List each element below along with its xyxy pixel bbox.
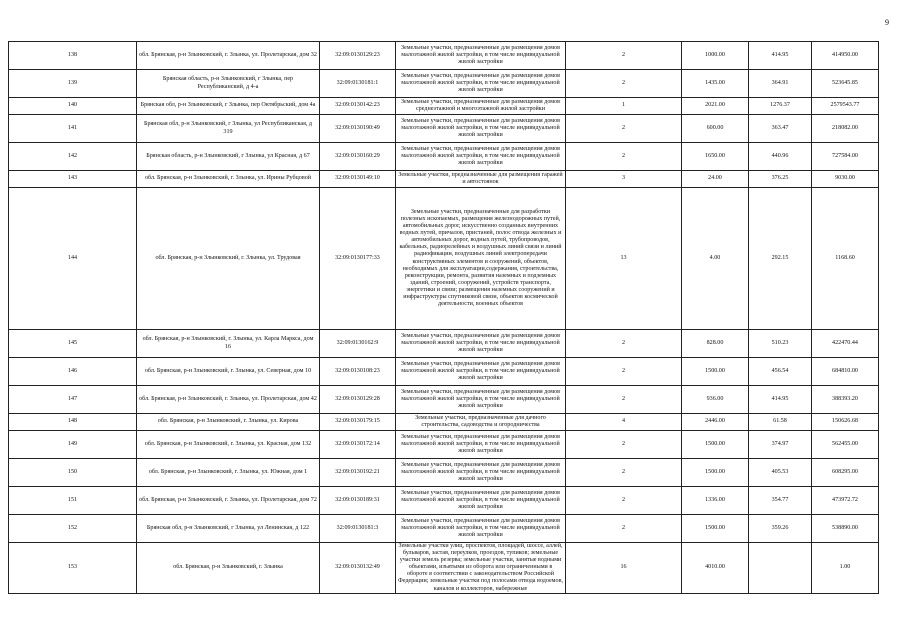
cadastral-value-cell: 150626.68 — [812, 414, 879, 431]
address-cell: обл. Брянская, р-н Злынковский, г. Злынка, ул. Ирины Рубцовой — [137, 171, 320, 188]
group-cell: 2 — [566, 358, 682, 386]
table-row — [9, 143, 879, 171]
row-number: 152 — [9, 515, 137, 543]
address-cell: Брянская обл, р-н Злынковский, г Злынка, ул Ленинская, д 122 — [137, 515, 320, 543]
row-number: 141 — [9, 115, 137, 143]
specific-value-cell: 354.77 — [749, 487, 812, 515]
area-cell: 1435.00 — [682, 70, 749, 98]
table-row — [9, 543, 879, 594]
area-cell: 1500.00 — [682, 358, 749, 386]
cadastral-number-cell: 32:09:0130190:49 — [320, 115, 396, 143]
cadastral-value-cell: 473972.72 — [812, 487, 879, 515]
cadastral-number-cell: 32:09:0130129:28 — [320, 386, 396, 414]
address-cell: обл. Брянская, р-н Злынковский, г. Злынка, ул. Пролетарская, дом 72 — [137, 487, 320, 515]
area-cell: 828.00 — [682, 330, 749, 358]
table-row — [9, 386, 879, 414]
area-cell: 4.00 — [682, 188, 749, 330]
land-use-cell: Земельные участки, предназначенные для размещения домов малоэтажной жилой застройки, в том числе индивидуальной жилой застройки — [396, 487, 566, 515]
group-cell: 2 — [566, 515, 682, 543]
land-use-cell: Земельные участки, предназначенные для размещения домов малоэтажной жилой застройки, в том числе индивидуальной жилой застройки — [396, 330, 566, 358]
specific-value-cell: 363.47 — [749, 115, 812, 143]
specific-value-cell: 414.95 — [749, 386, 812, 414]
table-row — [9, 42, 879, 70]
group-cell: 2 — [566, 386, 682, 414]
group-cell: 2 — [566, 487, 682, 515]
row-number: 145 — [9, 330, 137, 358]
group-cell: 4 — [566, 414, 682, 431]
specific-value-cell: 359.26 — [749, 515, 812, 543]
specific-value-cell: 376.25 — [749, 171, 812, 188]
cadastral-number-cell: 32:09:0130179:15 — [320, 414, 396, 431]
cadastral-value-cell: 9030.00 — [812, 171, 879, 188]
land-use-cell: Земельные участки, предназначенные для размещения домов малоэтажной жилой застройки, в том числе индивидуальной жилой застройки — [396, 42, 566, 70]
group-cell: 16 — [566, 543, 682, 594]
specific-value-cell: 440.96 — [749, 143, 812, 171]
cadastral-number-cell: 32:09:0130162:9 — [320, 330, 396, 358]
cadastral-number-cell: 32:09:0130108:23 — [320, 358, 396, 386]
address-cell: обл. Брянская, р-н Злынковский, г. Злынка, ул. Пролетарская, дом 42 — [137, 386, 320, 414]
area-cell: 2446.00 — [682, 414, 749, 431]
group-cell: 1 — [566, 98, 682, 115]
table-row — [9, 330, 879, 358]
table-row — [9, 414, 879, 431]
cadastral-value-cell: 608295.00 — [812, 459, 879, 487]
address-cell: Брянская обл, р-н Злынковский, г Злынка, ул Республиканская, д 319 — [137, 115, 320, 143]
land-use-cell: Земельные участки, предназначенные для размещения домов малоэтажной жилой застройки, в том числе индивидуальной жилой застройки — [396, 70, 566, 98]
address-cell: обл. Брянская, р-н Злынковский, г. Злынка, ул. Красная, дом 132 — [137, 431, 320, 459]
cadastral-number-cell: 32:09:0130160:29 — [320, 143, 396, 171]
row-number: 139 — [9, 70, 137, 98]
land-registry-table — [8, 41, 879, 594]
table-row — [9, 515, 879, 543]
row-number: 143 — [9, 171, 137, 188]
specific-value-cell — [749, 543, 812, 594]
area-cell: 1650.00 — [682, 143, 749, 171]
address-cell: обл. Брянская, р-н Злынковский, г. Злынка, ул. Кирова — [137, 414, 320, 431]
land-use-cell: Земельные участки, предназначенные для размещения гаражей и автостоянок — [396, 171, 566, 188]
table-row — [9, 98, 879, 115]
cadastral-value-cell: 727584.00 — [812, 143, 879, 171]
cadastral-value-cell: 684810.00 — [812, 358, 879, 386]
area-cell: 4010.00 — [682, 543, 749, 594]
address-cell: обл. Брянская, р-н Злынковский, г. Злынка, ул. Карла Маркса, дом 16 — [137, 330, 320, 358]
table-row — [9, 459, 879, 487]
cadastral-value-cell: 1.00 — [812, 543, 879, 594]
address-cell: обл. Брянская, р-н Злынковский, г. Злынка, ул. Пролетарская, дом 32 — [137, 42, 320, 70]
row-number: 140 — [9, 98, 137, 115]
group-cell: 2 — [566, 115, 682, 143]
area-cell: 1336.00 — [682, 487, 749, 515]
land-use-cell: Земельные участки, предназначенные для размещения домов малоэтажной жилой застройки, в том числе индивидуальной жилой застройки — [396, 115, 566, 143]
cadastral-number-cell: 32:09:0130149:10 — [320, 171, 396, 188]
group-cell: 2 — [566, 431, 682, 459]
land-use-cell: Земельные участки, предназначенные для размещения домов малоэтажной жилой застройки, в том числе индивидуальной жилой застройки — [396, 515, 566, 543]
address-cell: Брянская область, р-н Злынковский, г Злынка, ул Красная, д 67 — [137, 143, 320, 171]
cadastral-number-cell: 32:09:0130189:31 — [320, 487, 396, 515]
address-cell: Брянская область, р-н Злынковский, г Злынка, пер Республиканский, д 4-а — [137, 70, 320, 98]
land-use-cell: Земельные участки, предназначенные для размещения домов малоэтажной жилой застройки, в том числе индивидуальной жилой застройки — [396, 358, 566, 386]
row-number: 146 — [9, 358, 137, 386]
address-cell: обл. Брянская, р-н Злынковский, г. Злынка, ул. Трудовая — [137, 188, 320, 330]
cadastral-number-cell: 32:09:0130181:3 — [320, 515, 396, 543]
land-use-cell: Земельные участки, предназначенные для разработки полезных ископаемых, размещения железнодорожных путей, автомобильных дорог, искусственно созданных внутренних водных путей, причалов, пристаней, полос отвода железных и автомобильных дорог, водных путей, трубопроводов, кабельных, радиорелейных и воздушных линий связи и линий радиофикации, воздушных линий электропередачи конструктивных элементов и сооружений, объектов, необходимых для эксплуатации,содержания, строительства, реконструкции, ремонта, развития наземных и подземных зданий, строений, сооружений, устройств транспорта, энергетики и связи; размещения наземных сооружений и инфраструктуры спутниковой связи, объектов космической деятельности, военных объектов — [396, 188, 566, 330]
row-number: 151 — [9, 487, 137, 515]
row-number: 142 — [9, 143, 137, 171]
specific-value-cell: 1276.37 — [749, 98, 812, 115]
cadastral-number-cell: 32:09:0130181:1 — [320, 70, 396, 98]
specific-value-cell: 405.53 — [749, 459, 812, 487]
table-row — [9, 358, 879, 386]
row-number: 138 — [9, 42, 137, 70]
group-cell: 2 — [566, 143, 682, 171]
area-cell: 1500.00 — [682, 515, 749, 543]
land-use-cell: Земельные участки, предназначенные для размещения домов малоэтажной жилой застройки, в том числе индивидуальной жилой застройки — [396, 386, 566, 414]
row-number: 148 — [9, 414, 137, 431]
land-use-cell: Земельные участки, предназначенные для дачного строительства, садоводства и огородничества — [396, 414, 566, 431]
address-cell: Брянская обл, р-н Злынковский, г Злынка, пер Октябрьский, дом 4а — [137, 98, 320, 115]
address-cell: обл. Брянская, р-н Злынковский, г. Злынка, ул. Северная, дом 10 — [137, 358, 320, 386]
area-cell: 2021.00 — [682, 98, 749, 115]
group-cell: 13 — [566, 188, 682, 330]
area-cell: 1500.00 — [682, 459, 749, 487]
specific-value-cell: 61.58 — [749, 414, 812, 431]
page-number: 9 — [885, 18, 889, 27]
group-cell: 2 — [566, 459, 682, 487]
cadastral-number-cell: 32:09:0130172:14 — [320, 431, 396, 459]
cadastral-value-cell: 422470.44 — [812, 330, 879, 358]
group-cell: 3 — [566, 171, 682, 188]
row-number: 153 — [9, 543, 137, 594]
cadastral-value-cell: 388393.20 — [812, 386, 879, 414]
specific-value-cell: 292.15 — [749, 188, 812, 330]
cadastral-number-cell: 32:09:0130177:33 — [320, 188, 396, 330]
cadastral-value-cell: 414950.00 — [812, 42, 879, 70]
group-cell: 2 — [566, 42, 682, 70]
table-row — [9, 431, 879, 459]
table-row — [9, 115, 879, 143]
address-cell: обл. Брянская, р-н Злынковский, г. Злынка — [137, 543, 320, 594]
land-use-cell: Земельные участки, предназначенные для размещения домов малоэтажной жилой застройки, в том числе индивидуальной жилой застройки — [396, 143, 566, 171]
specific-value-cell: 414.95 — [749, 42, 812, 70]
row-number: 144 — [9, 188, 137, 330]
specific-value-cell: 510.23 — [749, 330, 812, 358]
cadastral-number-cell: 32:09:0130132:49 — [320, 543, 396, 594]
land-use-cell: Земельные участки, предназначенные для размещения домов малоэтажной жилой застройки, в том числе индивидуальной жилой застройки — [396, 459, 566, 487]
row-number: 149 — [9, 431, 137, 459]
land-use-cell: Земельные участки, предназначенные для размещения домов малоэтажной жилой застройки, в том числе индивидуальной жилой застройки — [396, 431, 566, 459]
cadastral-number-cell: 32:09:0130142:23 — [320, 98, 396, 115]
cadastral-number-cell: 32:09:0130129:23 — [320, 42, 396, 70]
area-cell: 1500.00 — [682, 431, 749, 459]
cadastral-value-cell: 1168.60 — [812, 188, 879, 330]
row-number: 147 — [9, 386, 137, 414]
group-cell: 2 — [566, 330, 682, 358]
table-row — [9, 171, 879, 188]
specific-value-cell: 456.54 — [749, 358, 812, 386]
specific-value-cell: 374.97 — [749, 431, 812, 459]
cadastral-value-cell: 218082.00 — [812, 115, 879, 143]
cadastral-value-cell: 562455.00 — [812, 431, 879, 459]
address-cell: обл. Брянская, р-н Злынковский, г. Злынка, ул. Южная, дом 1 — [137, 459, 320, 487]
cadastral-value-cell: 538890.00 — [812, 515, 879, 543]
area-cell: 24.00 — [682, 171, 749, 188]
land-use-cell: Земельные участки улиц, проспектов, площадей, шоссе, аллей, бульваров, застав, переулков, проездов, тупиков; земельные участки земель резерва; земельные участки, занятые водными объектами, изъятыми из оборота или ограниченными в обороте в соответствии с законодательством Российской Федерации; земельные участки под полосами отвода водоемов, каналов и коллекторов, набережные — [396, 543, 566, 594]
table-row — [9, 70, 879, 98]
land-use-cell: Земельные участки, предназначенные для размещения домов среднеэтажной и многоэтажной жилой застройки — [396, 98, 566, 115]
cadastral-value-cell: 523645.85 — [812, 70, 879, 98]
cadastral-value-cell: 2579543.77 — [812, 98, 879, 115]
cadastral-number-cell: 32:09:0130192:21 — [320, 459, 396, 487]
table-row — [9, 487, 879, 515]
area-cell: 936.00 — [682, 386, 749, 414]
area-cell: 1000.00 — [682, 42, 749, 70]
specific-value-cell: 364.91 — [749, 70, 812, 98]
table-row — [9, 188, 879, 330]
group-cell: 2 — [566, 70, 682, 98]
area-cell: 600.00 — [682, 115, 749, 143]
row-number: 150 — [9, 459, 137, 487]
